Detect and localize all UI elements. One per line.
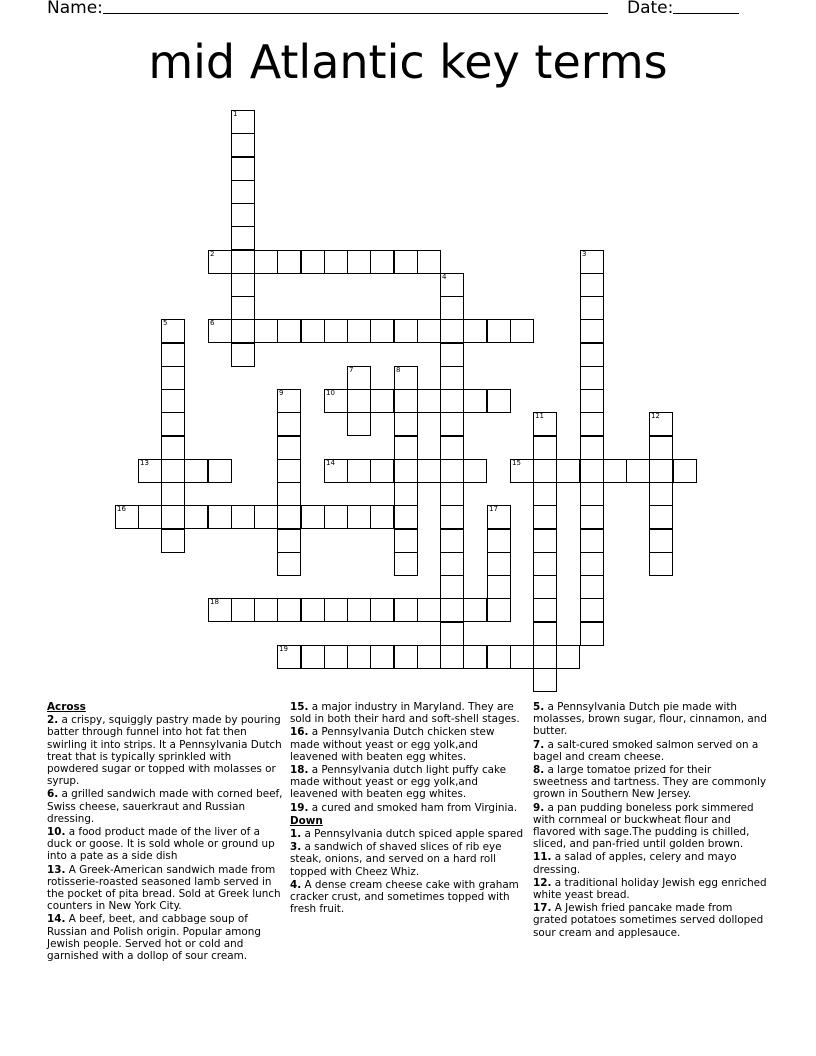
grid-cell[interactable]: [347, 250, 371, 274]
grid-cell[interactable]: [440, 622, 464, 646]
name-label: Name:: [47, 0, 103, 18]
grid-cell[interactable]: [161, 482, 185, 506]
grid-cell[interactable]: [277, 459, 301, 483]
grid-cell[interactable]: [277, 389, 301, 413]
cell-number: 17: [489, 505, 498, 513]
grid-cell[interactable]: [533, 598, 557, 622]
grid-cell[interactable]: [580, 552, 604, 576]
grid-cell[interactable]: [580, 389, 604, 413]
clue-down-3: [290, 841, 524, 878]
clue-across-19: [290, 802, 524, 814]
grid-cell[interactable]: [580, 505, 604, 529]
grid-cell[interactable]: [347, 412, 371, 436]
grid-cell[interactable]: [370, 459, 394, 483]
grid-cell[interactable]: [231, 273, 255, 297]
clue-number: 11.: [533, 851, 552, 864]
clue-text: a traditional holiday Jewish egg enriched white yeast bread.: [533, 876, 767, 902]
cell-number: 18: [210, 598, 219, 606]
clue-number: 4.: [290, 878, 302, 891]
grid-cell[interactable]: [673, 459, 697, 483]
clue-down-4: [290, 879, 524, 916]
clue-number: 18.: [290, 764, 309, 777]
grid-cell[interactable]: [161, 459, 185, 483]
grid-cell[interactable]: [115, 505, 139, 529]
clue-number: 10.: [47, 826, 66, 839]
grid-cell[interactable]: [463, 645, 487, 669]
grid-cell[interactable]: [347, 505, 371, 529]
cell-number: 11: [535, 412, 544, 420]
clue-number: 13.: [47, 863, 66, 876]
grid-cell[interactable]: [440, 459, 464, 483]
grid-cell[interactable]: [277, 319, 301, 343]
clue-number: 15.: [290, 701, 309, 713]
grid-cell[interactable]: [556, 645, 580, 669]
grid-cell[interactable]: [161, 319, 185, 343]
grid-cell[interactable]: [208, 459, 232, 483]
grid-cell[interactable]: [254, 598, 278, 622]
grid-cell[interactable]: [417, 250, 441, 274]
clue-number: 8.: [533, 764, 545, 777]
clue-text: A Jewish fried pancake made from grated potatoes sometimes served dolloped sour cream and applesauce.: [533, 902, 764, 939]
grid-cell[interactable]: [301, 645, 325, 669]
grid-cell[interactable]: [254, 250, 278, 274]
grid-cell[interactable]: [324, 389, 348, 413]
page-title: mid Atlantic key terms: [148, 35, 668, 89]
grid-cell[interactable]: [231, 110, 255, 134]
grid-cell[interactable]: [301, 319, 325, 343]
grid-cell[interactable]: [626, 459, 650, 483]
grid-cell[interactable]: [580, 459, 604, 483]
clue-number: 6.: [47, 788, 59, 801]
clue-text: A Greek-American sandwich made from rotisserie-roasted seasoned lamb served in the pocket of pita bread. Sold at Greek lunch counters in New York City.: [47, 863, 281, 913]
clue-number: 2.: [47, 714, 59, 727]
grid-cell[interactable]: [277, 412, 301, 436]
grid-cell[interactable]: [394, 552, 418, 576]
cell-number: 10: [326, 389, 335, 397]
grid-cell[interactable]: [394, 645, 418, 669]
clue-text: a large tomatoe prized for their sweetness and tartness. They are commonly grown in Southern New Jersey.: [533, 764, 767, 801]
clue-down-11: [533, 851, 767, 875]
clue-text: a salt-cured smoked salmon served on a bagel and cream cheese.: [533, 738, 759, 763]
grid-cell[interactable]: [394, 389, 418, 413]
header: [0, 0, 816, 22]
grid-cell[interactable]: [231, 598, 255, 622]
grid-cell[interactable]: [440, 482, 464, 506]
grid-cell[interactable]: [440, 343, 464, 367]
grid-cell[interactable]: [487, 598, 511, 622]
cell-number: 13: [140, 459, 149, 467]
grid-cell[interactable]: [533, 482, 557, 506]
clue-down-8: [533, 764, 767, 801]
clue-across-15: [290, 701, 524, 725]
grid-cell[interactable]: [533, 552, 557, 576]
date-line: [673, 13, 739, 14]
clue-down-7: [533, 739, 767, 763]
grid-cell[interactable]: [487, 389, 511, 413]
grid-cell[interactable]: [138, 459, 162, 483]
clue-text: A beef, beet, and cabbage soup of Russian and Polish origin. Popular among Jewish people. Served hot or cold and garnished with a dollop of sour cream.: [47, 913, 261, 963]
grid-cell[interactable]: [161, 412, 185, 436]
grid-cell[interactable]: [533, 505, 557, 529]
grid-cell[interactable]: [277, 598, 301, 622]
clue-number: 3.: [290, 841, 302, 854]
clue-text: a grilled sandwich made with corned beef, Swiss cheese, sauerkraut and Russian dressing.: [47, 788, 283, 825]
clue-text: a crispy, squiggly pastry made by pouring batter through funnel into hot fat then swirling it into strips. It a Pennsylvania Dutch treat that is typically sprinkled with powdered sugar or topped with molasses or syrup.: [47, 714, 282, 788]
grid-cell[interactable]: [301, 250, 325, 274]
grid-cell[interactable]: [347, 366, 371, 390]
grid-cell[interactable]: [649, 552, 673, 576]
grid-cell[interactable]: [324, 459, 348, 483]
clue-number: 9.: [533, 801, 545, 814]
grid-cell[interactable]: [580, 622, 604, 646]
grid-cell[interactable]: [277, 505, 301, 529]
clue-text: a Pennsylvania Dutch pie made with molasses, brown sugar, flour, cinnamon, and butter.: [533, 701, 767, 738]
cell-number: 6: [210, 319, 215, 327]
grid-cell[interactable]: [394, 529, 418, 553]
cell-number: 12: [651, 412, 660, 420]
grid-cell[interactable]: [347, 459, 371, 483]
clue-down-17: [533, 902, 767, 939]
grid-cell[interactable]: [347, 598, 371, 622]
grid-cell[interactable]: [370, 250, 394, 274]
clue-across-6: [47, 788, 285, 825]
grid-cell[interactable]: [417, 645, 441, 669]
grid-cell[interactable]: [440, 529, 464, 553]
grid-cell[interactable]: [277, 482, 301, 506]
grid-cell[interactable]: [184, 505, 208, 529]
grid-cell[interactable]: [324, 505, 348, 529]
grid-cell[interactable]: [394, 366, 418, 390]
clue-number: 1.: [290, 828, 302, 841]
grid-cell[interactable]: [277, 645, 301, 669]
grid-cell[interactable]: [487, 575, 511, 599]
cell-number: 5: [163, 319, 168, 327]
grid-cell[interactable]: [440, 436, 464, 460]
clue-down-1: [290, 828, 524, 840]
grid-cell[interactable]: [394, 436, 418, 460]
name-line: [103, 13, 608, 14]
grid-cell[interactable]: [580, 436, 604, 460]
grid-cell[interactable]: [463, 319, 487, 343]
grid-cell[interactable]: [370, 598, 394, 622]
grid-cell[interactable]: [580, 482, 604, 506]
grid-cell[interactable]: [440, 645, 464, 669]
clue-number: 14.: [47, 913, 66, 926]
grid-cell[interactable]: [208, 319, 232, 343]
grid-cell[interactable]: [324, 645, 348, 669]
grid-cell[interactable]: [277, 250, 301, 274]
clue-number: 5.: [533, 701, 545, 713]
clue-across-16: [290, 726, 524, 763]
clue-text: a Pennsylvania dutch spiced apple spared: [304, 828, 524, 841]
grid-cell[interactable]: [161, 343, 185, 367]
grid-cell[interactable]: [347, 319, 371, 343]
grid-cell[interactable]: [394, 598, 418, 622]
grid-cell[interactable]: [254, 319, 278, 343]
cell-number: 9: [279, 389, 284, 397]
grid-cell[interactable]: [580, 529, 604, 553]
grid-cell[interactable]: [347, 645, 371, 669]
clue-text: a cured and smoked ham from Virginia.: [311, 801, 518, 814]
grid-cell[interactable]: [487, 505, 511, 529]
grid-cell[interactable]: [533, 575, 557, 599]
grid-cell[interactable]: [301, 598, 325, 622]
clue-number: 17.: [533, 902, 552, 915]
grid-cell[interactable]: [440, 366, 464, 390]
grid-cell[interactable]: [487, 319, 511, 343]
grid-cell[interactable]: [394, 412, 418, 436]
grid-cell[interactable]: [394, 505, 418, 529]
cell-number: 3: [582, 250, 587, 258]
grid-cell[interactable]: [533, 668, 557, 692]
grid-cell[interactable]: [417, 598, 441, 622]
grid-cell[interactable]: [417, 319, 441, 343]
grid-cell[interactable]: [487, 645, 511, 669]
clue-across-2: [47, 714, 285, 787]
grid-cell[interactable]: [324, 319, 348, 343]
date-label: Date:: [627, 0, 674, 18]
clue-number: 7.: [533, 738, 545, 751]
grid-cell[interactable]: [440, 319, 464, 343]
grid-cell[interactable]: [463, 459, 487, 483]
cell-number: 14: [326, 459, 335, 467]
grid-cell[interactable]: [231, 157, 255, 181]
cell-number: 8: [396, 366, 401, 374]
grid-cell[interactable]: [370, 505, 394, 529]
clue-text: a salad of apples, celery and mayo dressing.: [533, 851, 737, 876]
clue-down-9: [533, 802, 767, 851]
grid-cell[interactable]: [533, 529, 557, 553]
cell-number: 2: [210, 250, 215, 258]
clue-down-5: [533, 701, 767, 738]
grid-cell[interactable]: [208, 250, 232, 274]
grid-cell[interactable]: [440, 505, 464, 529]
clue-text: a sandwich of shaved slices of rib eye steak, onions, and served on a hard roll topped with Cheez Whiz.: [290, 841, 502, 878]
grid-cell[interactable]: [324, 250, 348, 274]
grid-cell[interactable]: [440, 552, 464, 576]
grid-cell[interactable]: [161, 436, 185, 460]
grid-cell[interactable]: [533, 622, 557, 646]
grid-cell[interactable]: [463, 598, 487, 622]
grid-cell[interactable]: [649, 412, 673, 436]
grid-cell[interactable]: [440, 389, 464, 413]
grid-cell[interactable]: [231, 296, 255, 320]
grid-cell[interactable]: [347, 389, 371, 413]
grid-cell[interactable]: [370, 389, 394, 413]
grid-cell[interactable]: [580, 250, 604, 274]
grid-cell[interactable]: [254, 505, 278, 529]
grid-cell[interactable]: [533, 412, 557, 436]
grid-cell[interactable]: [231, 203, 255, 227]
grid-cell[interactable]: [184, 459, 208, 483]
grid-cell[interactable]: [231, 505, 255, 529]
grid-cell[interactable]: [231, 319, 255, 343]
grid-cell[interactable]: [138, 505, 162, 529]
clue-text: a major industry in Maryland. They are sold in both their hard and soft-shell stages.: [290, 701, 520, 726]
clue-text: a pan pudding boneless pork simmered with cornmeal or buckwheat flour and flavored with sage.The pudding is chilled, sliced, and pan-fried until golden brown.: [533, 801, 754, 851]
grid-cell[interactable]: [603, 459, 627, 483]
clues-column-2: [290, 701, 524, 916]
grid-cell[interactable]: [161, 389, 185, 413]
clues-column-1: [47, 701, 285, 963]
clue-across-18: [290, 764, 524, 801]
grid-cell[interactable]: [231, 180, 255, 204]
grid-cell[interactable]: [394, 319, 418, 343]
grid-cell[interactable]: [161, 505, 185, 529]
clue-across-14: [47, 913, 285, 962]
clue-across-13: [47, 864, 285, 913]
grid-cell[interactable]: [231, 250, 255, 274]
grid-cell[interactable]: [649, 482, 673, 506]
grid-cell[interactable]: [370, 319, 394, 343]
grid-cell[interactable]: [487, 529, 511, 553]
grid-cell[interactable]: [394, 482, 418, 506]
grid-cell[interactable]: [417, 459, 441, 483]
grid-cell[interactable]: [417, 389, 441, 413]
grid-cell[interactable]: [533, 459, 557, 483]
grid-cell[interactable]: [533, 436, 557, 460]
grid-cell[interactable]: [580, 319, 604, 343]
grid-cell[interactable]: [231, 226, 255, 250]
grid-cell[interactable]: [440, 412, 464, 436]
grid-cell[interactable]: [580, 598, 604, 622]
grid-cell[interactable]: [231, 133, 255, 157]
grid-cell[interactable]: [370, 645, 394, 669]
grid-cell[interactable]: [556, 459, 580, 483]
grid-cell[interactable]: [649, 505, 673, 529]
grid-cell[interactable]: [440, 575, 464, 599]
grid-cell[interactable]: [463, 389, 487, 413]
grid-cell[interactable]: [510, 645, 534, 669]
grid-cell[interactable]: [580, 575, 604, 599]
grid-cell[interactable]: [208, 505, 232, 529]
grid-cell[interactable]: [580, 343, 604, 367]
grid-cell[interactable]: [440, 598, 464, 622]
cell-number: 19: [279, 645, 288, 653]
grid-cell[interactable]: [440, 273, 464, 297]
grid-cell[interactable]: [580, 296, 604, 320]
grid-cell[interactable]: [649, 529, 673, 553]
cell-number: 15: [512, 459, 521, 467]
down-heading: Down: [290, 814, 323, 827]
grid-cell[interactable]: [324, 598, 348, 622]
grid-cell[interactable]: [161, 529, 185, 553]
grid-cell[interactable]: [394, 459, 418, 483]
cell-number: 16: [117, 505, 126, 513]
grid-cell[interactable]: [487, 552, 511, 576]
grid-cell[interactable]: [277, 436, 301, 460]
clues-column-3: [533, 701, 767, 940]
grid-cell[interactable]: [208, 598, 232, 622]
clue-number: 12.: [533, 876, 552, 889]
clue-number: 19.: [290, 801, 309, 814]
grid-cell[interactable]: [231, 343, 255, 367]
grid-cell[interactable]: [440, 296, 464, 320]
grid-cell[interactable]: [649, 459, 673, 483]
grid-cell[interactable]: [580, 273, 604, 297]
cell-number: 7: [349, 366, 354, 374]
grid-cell[interactable]: [161, 366, 185, 390]
grid-cell[interactable]: [277, 552, 301, 576]
clue-number: 16.: [290, 726, 309, 739]
grid-cell[interactable]: [649, 436, 673, 460]
grid-cell[interactable]: [580, 366, 604, 390]
clue-across-10: [47, 826, 285, 863]
grid-cell[interactable]: [580, 412, 604, 436]
grid-cell[interactable]: [394, 250, 418, 274]
grid-cell[interactable]: [510, 319, 534, 343]
grid-cell[interactable]: [277, 529, 301, 553]
clue-text: a Pennsylvania dutch light puffy cake made without yeast or egg yolk,and leavened with beaten egg whites.: [290, 764, 507, 801]
cell-number: 1: [233, 110, 238, 118]
grid-cell[interactable]: [510, 459, 534, 483]
grid-cell[interactable]: [301, 505, 325, 529]
cell-number: 4: [442, 273, 447, 281]
clue-text: A dense cream cheese cake with graham cracker crust, and sometimes topped with fresh fruit.: [290, 878, 519, 916]
clue-text: a Pennsylvania Dutch chicken stew made without yeast or egg yolk,and leavened with beaten egg whites.: [290, 726, 495, 763]
clue-text: a food product made of the liver of a duck or goose. It is sold whole or ground up into a pate as a side dish: [47, 826, 275, 863]
across-heading: Across: [47, 701, 86, 713]
clue-down-12: [533, 877, 767, 901]
grid-cell[interactable]: [533, 645, 557, 669]
